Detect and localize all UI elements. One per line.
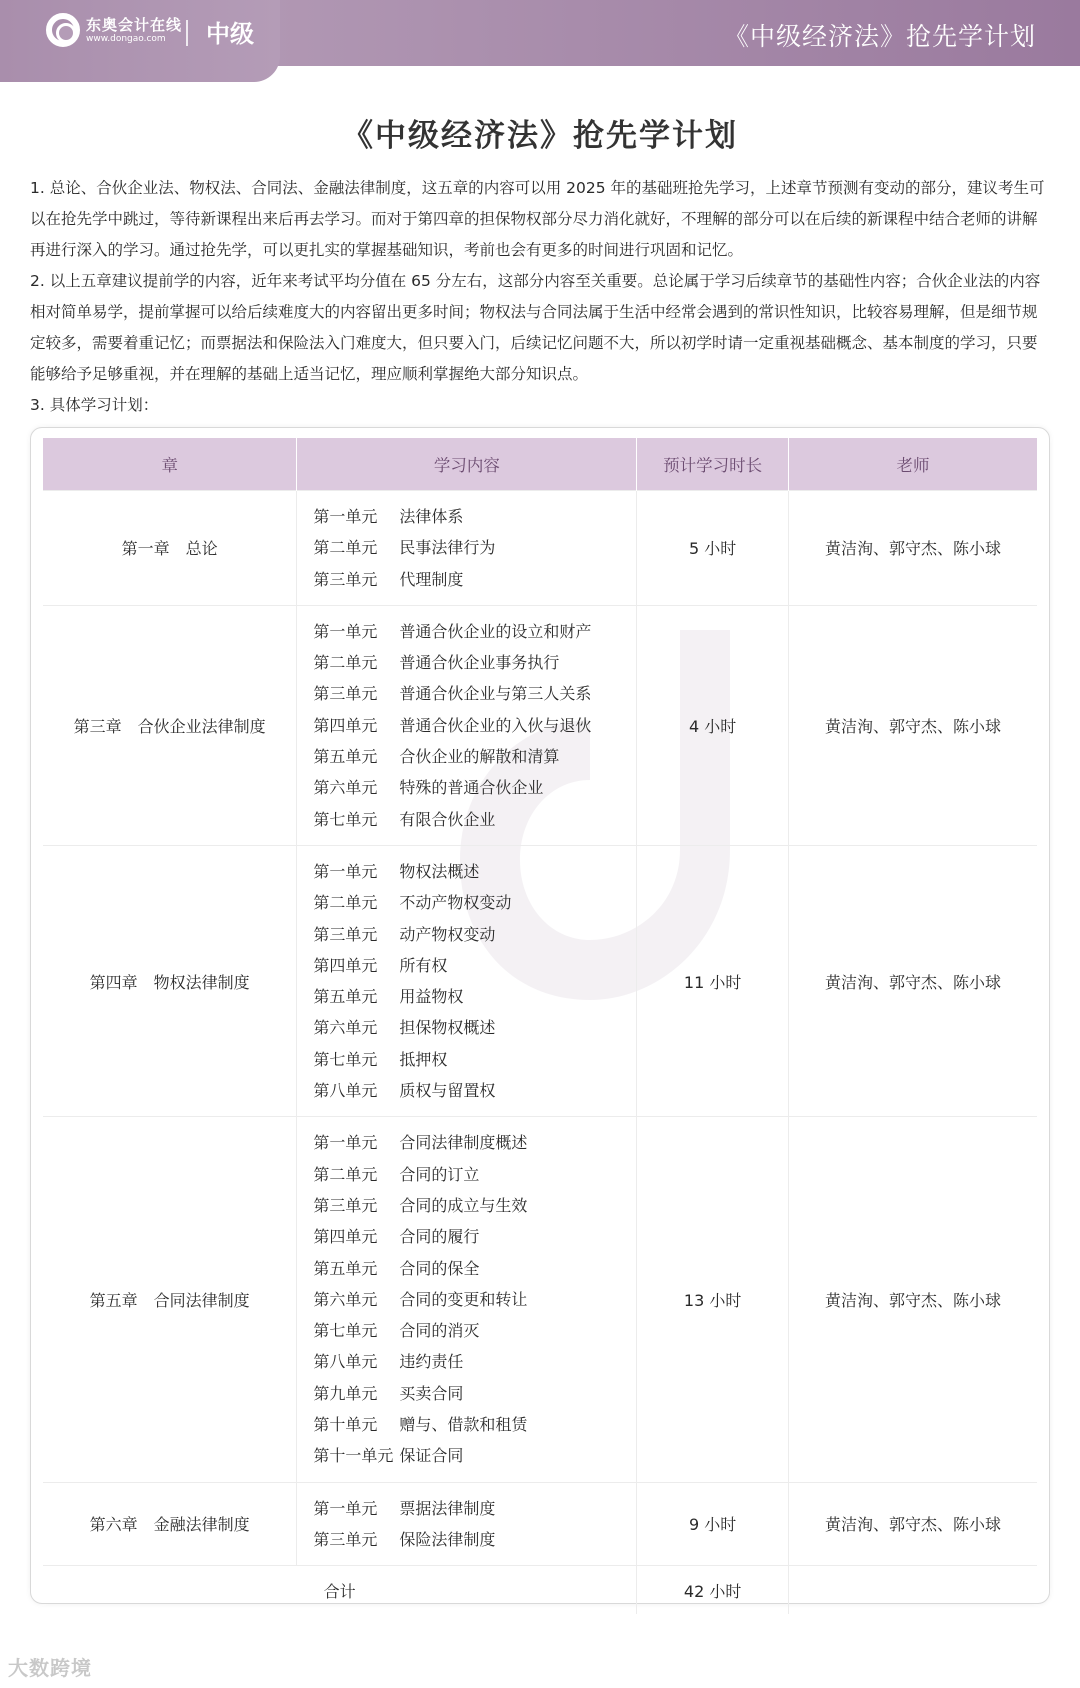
unit-number: 第六单元 <box>313 778 378 798</box>
unit-number: 第七单元 <box>313 1049 378 1069</box>
content-cell <box>297 845 637 1116</box>
total-row <box>43 1566 1037 1615</box>
unit-name: 保证合同 <box>399 1446 464 1466</box>
unit-number: 第十一单元 <box>313 1446 394 1466</box>
unit-name: 有限合伙企业 <box>399 809 496 829</box>
header-duration: 预计学习时长 <box>637 438 789 491</box>
unit-item <box>313 1075 636 1106</box>
unit-item <box>313 1253 636 1284</box>
content-cell <box>297 1117 637 1482</box>
unit-name: 合同的履行 <box>399 1227 480 1247</box>
unit-number: 第四单元 <box>313 715 378 735</box>
header-content: 学习内容 <box>297 438 637 491</box>
chapter-cell: 第一章 总论 <box>43 491 297 606</box>
table-row <box>43 605 1037 845</box>
teacher-cell: 黄洁洵、郭守杰、陈小球 <box>788 1117 1037 1482</box>
unit-item <box>313 804 636 835</box>
unit-name: 赠与、借款和租赁 <box>399 1415 528 1435</box>
unit-item <box>313 1127 636 1158</box>
unit-item <box>313 772 636 803</box>
unit-number: 第三单元 <box>313 684 378 704</box>
total-empty-cell <box>788 1566 1037 1615</box>
unit-item <box>313 678 636 709</box>
intro-text <box>30 173 1052 421</box>
unit-name: 合同的保全 <box>399 1258 480 1278</box>
unit-name: 合同的成立与生效 <box>399 1195 528 1215</box>
unit-number: 第一单元 <box>313 507 378 526</box>
teacher-cell: 黄洁洵、郭守杰、陈小球 <box>788 845 1037 1116</box>
unit-name: 保险法律制度 <box>399 1529 496 1549</box>
unit-name: 动产物权变动 <box>399 924 496 944</box>
unit-name: 不动产物权变动 <box>399 893 512 913</box>
header-bar <box>0 0 1080 66</box>
unit-item <box>313 1190 636 1221</box>
unit-item <box>313 856 636 887</box>
unit-item <box>313 1221 636 1252</box>
unit-item <box>313 1378 636 1409</box>
unit-name: 合同的订立 <box>399 1164 480 1184</box>
unit-number: 第一单元 <box>313 861 378 881</box>
unit-number: 第二单元 <box>313 538 378 558</box>
unit-name: 违约责任 <box>399 1352 464 1372</box>
header-title: 《中级经济法》抢先学计划 <box>723 22 1036 51</box>
unit-item <box>313 501 636 532</box>
unit-item <box>313 1440 636 1471</box>
unit-number: 第三单元 <box>313 924 378 944</box>
unit-number: 第四单元 <box>313 1227 378 1247</box>
teacher-cell: 黄洁洵、郭守杰、陈小球 <box>788 605 1037 845</box>
chapter-cell: 第六章 金融法律制度 <box>43 1482 297 1566</box>
unit-number: 第七单元 <box>313 1321 378 1341</box>
unit-number: 第五单元 <box>313 1258 378 1278</box>
unit-number: 第七单元 <box>313 809 378 829</box>
unit-name: 代理制度 <box>399 569 464 589</box>
unit-item <box>313 616 636 647</box>
unit-name: 合同法律制度概述 <box>399 1133 528 1153</box>
unit-item <box>313 981 636 1012</box>
header-teacher: 老师 <box>788 438 1037 491</box>
table-header-row <box>43 438 1037 491</box>
chapter-cell: 第五章 合同法律制度 <box>43 1117 297 1482</box>
unit-item <box>313 1159 636 1190</box>
logo-divider <box>186 20 188 46</box>
total-hours: 42 小时 <box>637 1566 789 1615</box>
footer-watermark: 大数跨境 <box>8 1656 92 1680</box>
unit-name: 用益物权 <box>399 987 464 1007</box>
teacher-cell: 黄洁洵、郭守杰、陈小球 <box>788 1482 1037 1566</box>
total-label: 合计 <box>43 1566 637 1615</box>
unit-number: 第三单元 <box>313 1195 378 1215</box>
content-cell <box>297 605 637 845</box>
header-chapter: 章 <box>43 438 297 491</box>
unit-name: 质权与留置权 <box>399 1081 496 1101</box>
unit-name: 物权法概述 <box>399 861 480 881</box>
unit-item <box>313 741 636 772</box>
unit-item <box>313 1493 636 1524</box>
unit-name: 普通合伙企业与第三人关系 <box>399 684 592 704</box>
duration-cell: 9 小时 <box>637 1482 789 1566</box>
unit-item <box>313 1315 636 1346</box>
unit-item <box>313 1524 636 1555</box>
unit-number: 第九单元 <box>313 1383 378 1403</box>
logo-url: www.dongao.com <box>86 34 166 44</box>
unit-number: 第二单元 <box>313 653 378 673</box>
unit-item <box>313 1044 636 1075</box>
unit-item <box>313 919 636 950</box>
page-title: 《中级经济法》抢先学计划 <box>342 118 738 154</box>
unit-name: 法律体系 <box>399 507 464 526</box>
unit-item <box>313 564 636 595</box>
unit-item <box>313 647 636 678</box>
unit-name: 所有权 <box>399 955 448 975</box>
unit-number: 第十单元 <box>313 1415 378 1435</box>
chapter-cell: 第三章 合伙企业法律制度 <box>43 605 297 845</box>
logo-area <box>0 0 280 82</box>
chapter-cell: 第四章 物权法律制度 <box>43 845 297 1116</box>
unit-number: 第一单元 <box>313 1133 378 1153</box>
unit-number: 第一单元 <box>313 1498 378 1518</box>
table-row <box>43 1482 1037 1566</box>
unit-number: 第四单元 <box>313 955 378 975</box>
unit-number: 第二单元 <box>313 1164 378 1184</box>
duration-cell: 5 小时 <box>637 491 789 606</box>
dongao-logo-icon <box>46 13 80 47</box>
unit-name: 特殊的普通合伙企业 <box>399 778 544 798</box>
content-cell <box>297 491 637 606</box>
duration-cell: 11 小时 <box>637 845 789 1116</box>
unit-name: 民事法律行为 <box>399 538 496 558</box>
unit-number: 第六单元 <box>313 1018 378 1038</box>
unit-number: 第五单元 <box>313 747 378 767</box>
unit-name: 票据法律制度 <box>399 1498 496 1518</box>
unit-item <box>313 950 636 981</box>
study-plan-table <box>43 438 1037 1614</box>
unit-number: 第八单元 <box>313 1081 378 1101</box>
unit-name: 抵押权 <box>399 1049 448 1069</box>
unit-item <box>313 532 636 563</box>
intro-paragraph-1: 1. 总论、合伙企业法、物权法、合同法、金融法律制度，这五章的内容可以用 2025 年的基础班抢先学习，上述章节预测有变动的部分，建议考生可以在抢先学中跳过，等待新课程出来后再去学习。而对于第四章的担保物权部分尽力消化就好，不理解的部分可以在后续的新课程中结合老师的讲解再进行深入的学习。通过抢先学，可以更扎实的掌握基础知识，考前也会有更多的时间进行巩固和记忆。 <box>30 179 1045 259</box>
logo-text: 东奥会计在线 <box>86 16 183 34</box>
unit-name: 合同的消灭 <box>399 1321 480 1341</box>
unit-number: 第五单元 <box>313 987 378 1007</box>
unit-name: 普通合伙企业的入伙与退伙 <box>399 715 592 735</box>
duration-cell: 13 小时 <box>637 1117 789 1482</box>
unit-number: 第六单元 <box>313 1289 378 1309</box>
table-row <box>43 845 1037 1116</box>
unit-name: 担保物权概述 <box>399 1018 496 1038</box>
unit-item <box>313 1409 636 1440</box>
unit-number: 第三单元 <box>313 1529 378 1549</box>
unit-item <box>313 1346 636 1377</box>
intro-paragraph-2: 2. 以上五章建议提前学的内容，近年来考试平均分值在 65 分左右，这部分内容至关重要。总论属于学习后续章节的基础性内容；合伙企业法的内容相对简单易学，提前掌握可以给后续难度大的内容留出更多时间；物权法与合同法属于生活中经常会遇到的常识性知识，比较容易理解，但是细节规定较多，需要着重记忆；而票据法和保险法入门难度大，但只要入门，后续记忆问题不大，所以初学时请一定重视基础概念、基本制度的学习，只要能够给予足够重视，并在理解的基础上适当记忆，理应顺利掌握绝大部分知识点。 <box>30 272 1041 383</box>
teacher-cell: 黄洁洵、郭守杰、陈小球 <box>788 491 1037 606</box>
unit-number: 第二单元 <box>313 893 378 913</box>
unit-number: 第三单元 <box>313 569 378 589</box>
unit-name: 合伙企业的解散和清算 <box>399 747 560 767</box>
unit-item <box>313 1012 636 1043</box>
unit-number: 第八单元 <box>313 1352 378 1372</box>
unit-name: 普通合伙企业事务执行 <box>399 653 560 673</box>
unit-item <box>313 887 636 918</box>
table-row <box>43 491 1037 606</box>
content-cell <box>297 1482 637 1566</box>
unit-name: 合同的变更和转让 <box>399 1289 528 1309</box>
unit-name: 普通合伙企业的设立和财产 <box>399 621 592 641</box>
unit-name: 买卖合同 <box>399 1383 464 1403</box>
unit-number: 第一单元 <box>313 621 378 641</box>
intro-paragraph-3: 3. 具体学习计划： <box>30 396 159 414</box>
unit-item <box>313 1284 636 1315</box>
level-label: 中级 <box>206 20 254 48</box>
table-row <box>43 1117 1037 1482</box>
duration-cell: 4 小时 <box>637 605 789 845</box>
unit-item <box>313 710 636 741</box>
